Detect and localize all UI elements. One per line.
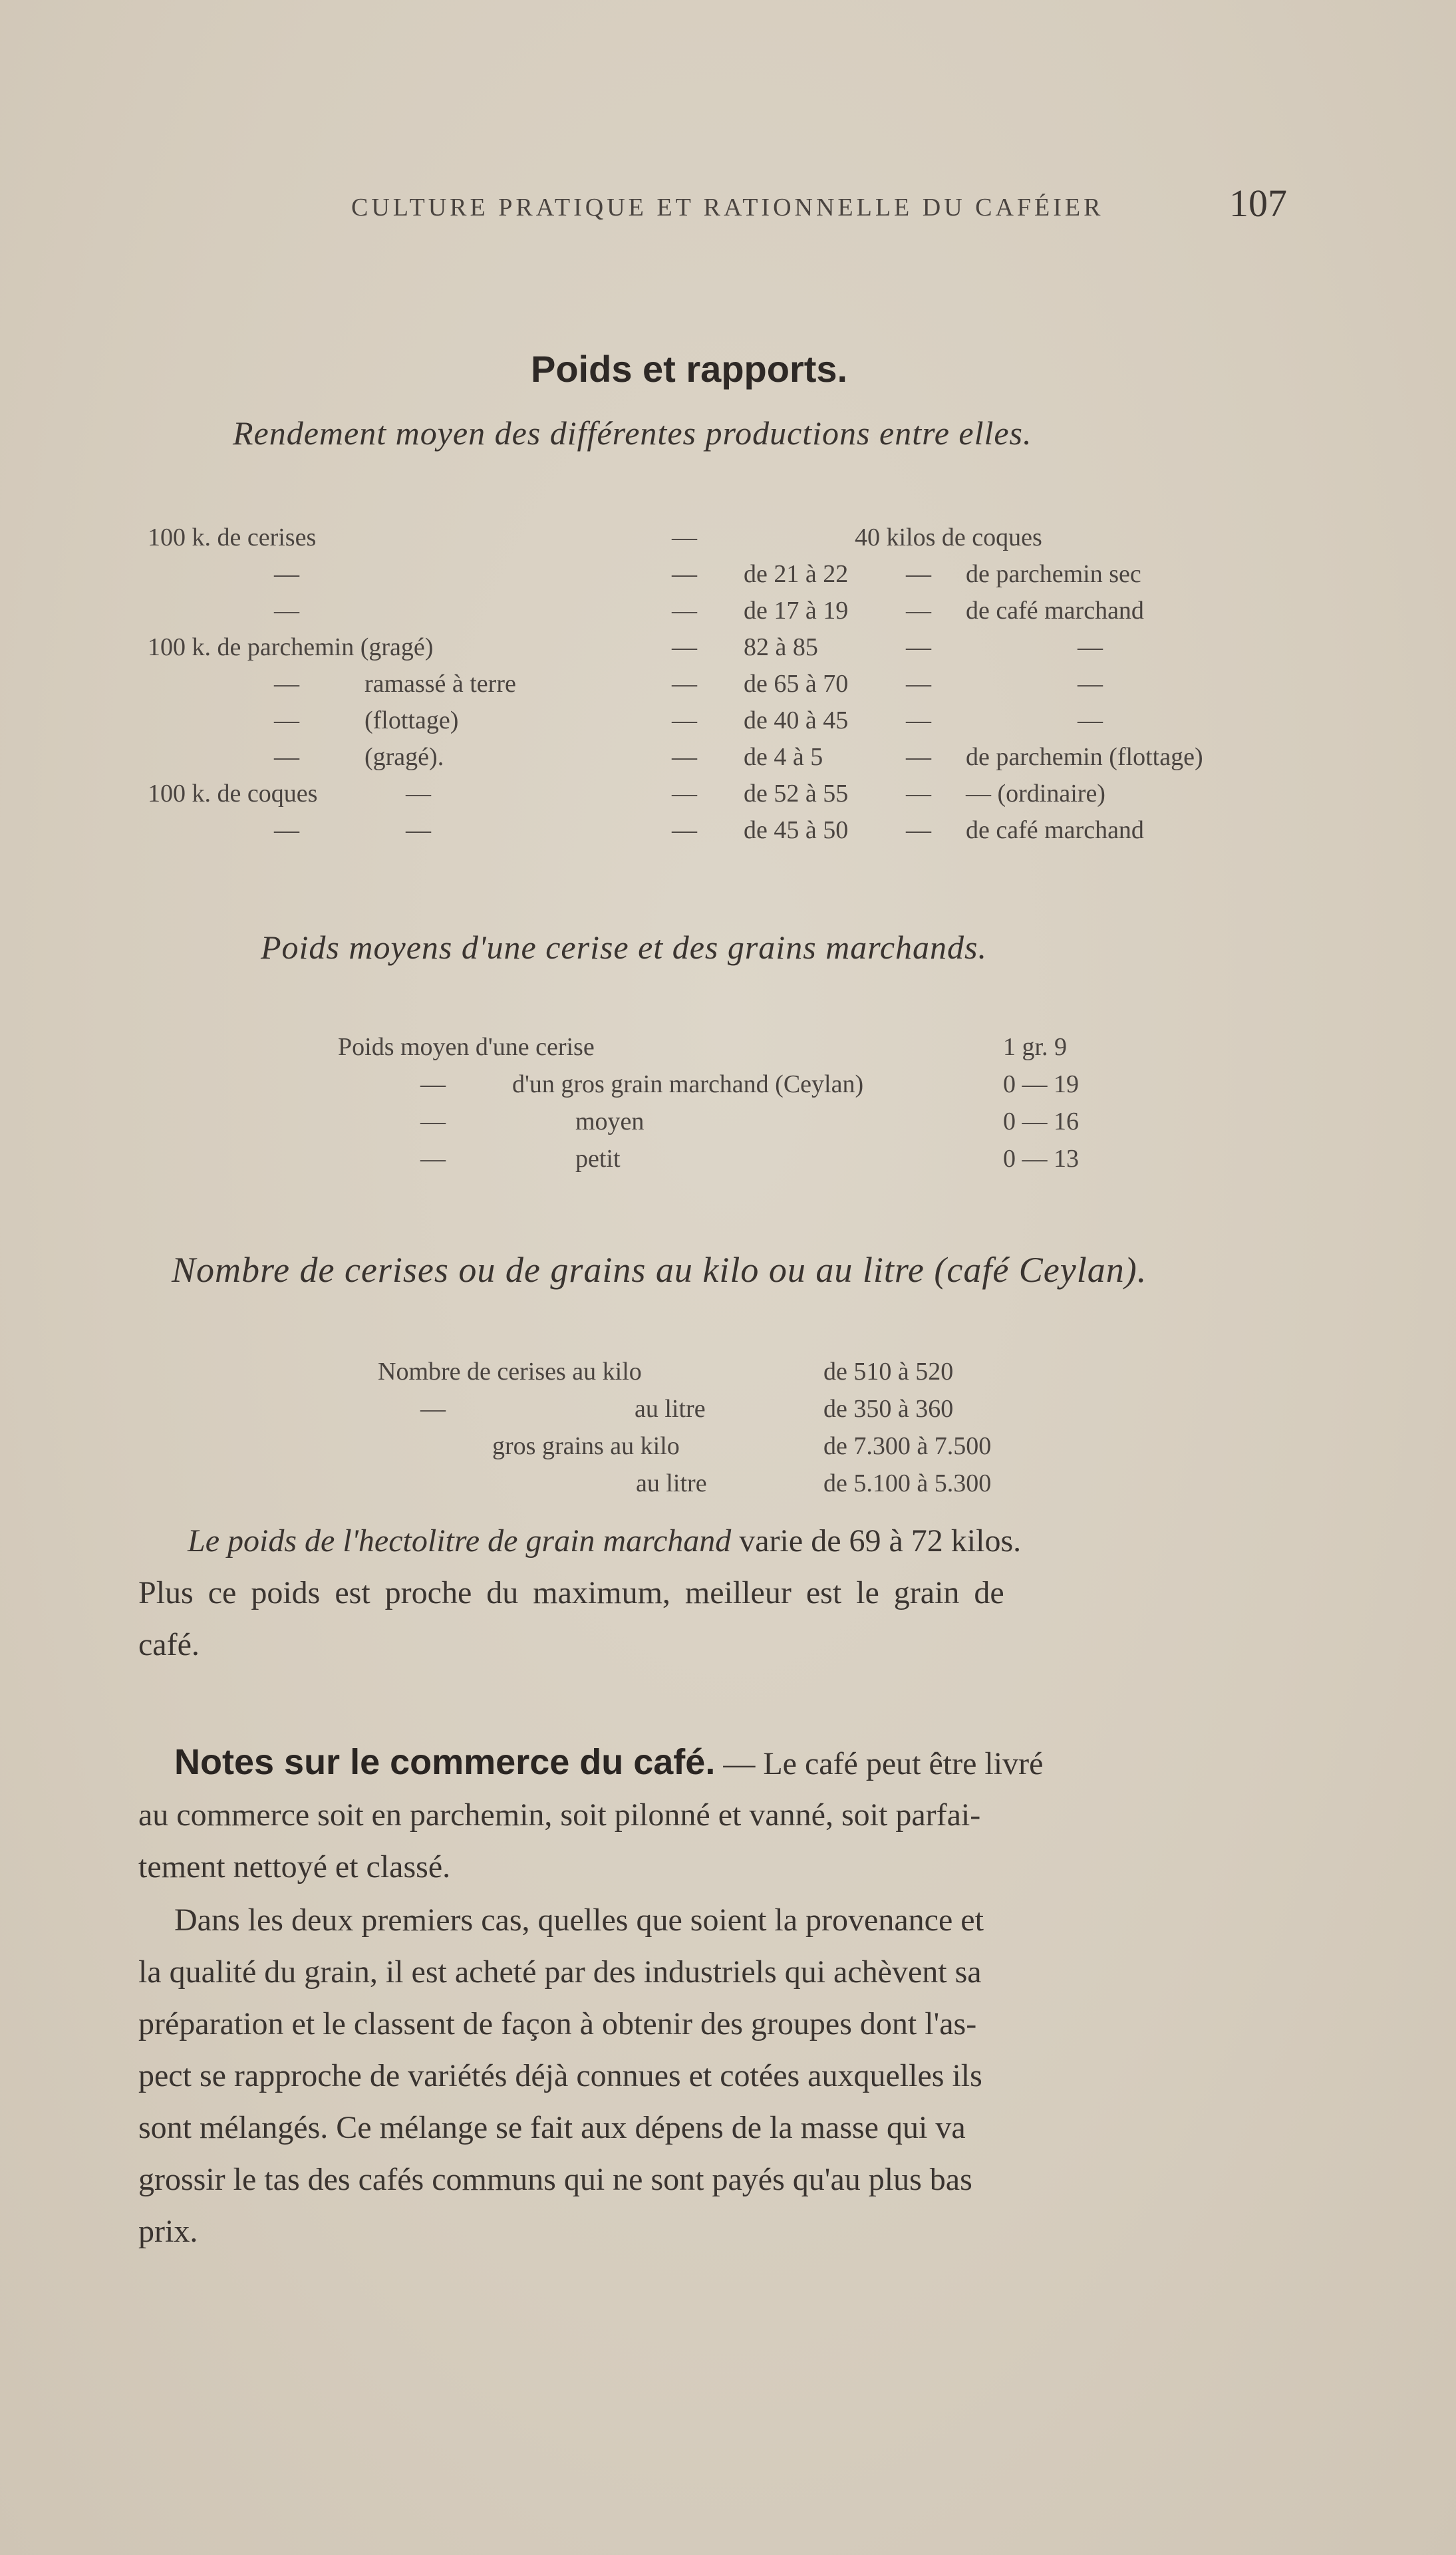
section-title-nombre: Nombre de cerises ou de grains au kilo ou au litre (café Ceylan). bbox=[172, 1250, 1147, 1290]
table-cell-label: Poids moyen d'une cerise bbox=[338, 1033, 595, 1061]
table-cell-item: 100 k. de cerises bbox=[148, 524, 317, 551]
table-cell-dash: — bbox=[906, 560, 931, 588]
notes-rest: — Le café peut être livré bbox=[723, 1746, 1044, 1781]
table-cell-qualifier: — bbox=[406, 780, 431, 808]
notes-line-2: au commerce soit en parchemin, soit pilonné et vanné, soit parfai- bbox=[138, 1797, 981, 1833]
table-cell-value: de 510 à 520 bbox=[823, 1358, 954, 1386]
hectolitre-line-1 bbox=[188, 1515, 1021, 1567]
table-cell-dash: — bbox=[672, 560, 697, 588]
table-cell-range: de 17 à 19 bbox=[744, 597, 849, 625]
paragraph-line: pect se rapproche de variétés déjà connues et cotées auxquelles ils bbox=[138, 2058, 982, 2093]
table-cell-qualifier: ramassé à terre bbox=[364, 670, 516, 698]
table-cell-value: de 5.100 à 5.300 bbox=[823, 1469, 992, 1497]
table-cell-value: de 7.300 à 7.500 bbox=[823, 1432, 992, 1460]
table-cell-item: — bbox=[274, 706, 299, 734]
table-cell-qualifier: (flottage) bbox=[364, 706, 459, 734]
paragraph-line: prix. bbox=[138, 2214, 198, 2249]
table-cell-product: de café marchand bbox=[966, 816, 1144, 844]
table-cell-dash: — bbox=[906, 780, 931, 808]
table-cell-label: petit bbox=[575, 1145, 621, 1173]
notes-line-1 bbox=[174, 1736, 1043, 1790]
table-cell-item: — bbox=[274, 560, 299, 588]
table-cell-dash: — bbox=[420, 1145, 446, 1173]
table-cell-product: de parchemin sec bbox=[966, 560, 1141, 588]
table-cell-dash: — bbox=[672, 743, 697, 771]
table-cell-range: de 65 à 70 bbox=[744, 670, 849, 698]
table-cell-range: de 21 à 22 bbox=[744, 560, 849, 588]
table-cell-dash: — bbox=[906, 597, 931, 625]
table-cell-product: — bbox=[1078, 706, 1103, 734]
running-head: CULTURE PRATIQUE ET RATIONNELLE DU CAFÉIER bbox=[351, 194, 1104, 222]
table-cell-value: 1 gr. 9 bbox=[1003, 1033, 1068, 1061]
table-cell-product: — bbox=[1078, 670, 1103, 698]
table-cell-range: 40 kilos de coques bbox=[855, 524, 1042, 551]
table-cell-product: — (ordinaire) bbox=[966, 780, 1105, 808]
section-title-poids-moyens: Poids moyens d'une cerise et des grains marchands. bbox=[261, 929, 988, 966]
table-cell-item: — bbox=[274, 670, 299, 698]
table-cell-dash: — bbox=[906, 706, 931, 734]
paragraph-line: sont mélangés. Ce mélange se fait aux dépens de la masse qui va bbox=[138, 2110, 966, 2145]
table-cell-dash: — bbox=[420, 1108, 446, 1135]
table-cell-qualifier: (gragé). bbox=[364, 743, 444, 771]
table-cell-qualifier: — bbox=[406, 816, 431, 844]
hectolitre-line-2: Plus ce poids est proche du maximum, meilleur est le grain de bbox=[138, 1575, 1004, 1610]
table-cell-dash: — bbox=[672, 706, 697, 734]
table-cell-label: au litre bbox=[636, 1469, 707, 1497]
table-cell-dash: — bbox=[906, 670, 931, 698]
table-cell-dash: — bbox=[672, 780, 697, 808]
table-cell-range: de 45 à 50 bbox=[744, 816, 849, 844]
table-cell-dash: — bbox=[672, 633, 697, 661]
table-cell-product: — bbox=[1078, 633, 1103, 661]
notes-title: Notes sur le commerce du café. bbox=[174, 1742, 716, 1782]
table-cell-value: de 350 à 360 bbox=[823, 1395, 954, 1423]
table-cell-range: de 52 à 55 bbox=[744, 780, 849, 808]
section-title-poids: Poids et rapports. bbox=[531, 348, 848, 390]
table-cell-range: 82 à 85 bbox=[744, 633, 818, 661]
paragraph-line: préparation et le classent de façon à obtenir des groupes dont l'as- bbox=[138, 2006, 977, 2041]
table-cell-product: de café marchand bbox=[966, 597, 1144, 625]
paragraph-line: grossir le tas des cafés communs qui ne sont payés qu'au plus bas bbox=[138, 2162, 972, 2197]
paragraph-line: Dans les deux premiers cas, quelles que soient la provenance et bbox=[174, 1902, 984, 1938]
notes-line-3: tement nettoyé et classé. bbox=[138, 1849, 451, 1884]
table-cell-item: 100 k. de coques bbox=[148, 780, 318, 808]
table-cell-dash: — bbox=[906, 633, 931, 661]
table-cell-dash: — bbox=[906, 816, 931, 844]
hectolitre-italic: Le poids de l'hectolitre de grain marchand bbox=[188, 1523, 732, 1559]
table-cell-value: 0 — 16 bbox=[1003, 1108, 1079, 1135]
table-cell-product: de parchemin (flottage) bbox=[966, 743, 1203, 771]
table-cell-dash: — bbox=[672, 597, 697, 625]
table-cell-label: d'un gros grain marchand (Ceylan) bbox=[512, 1070, 864, 1098]
table-cell-label: Nombre de cerises au kilo bbox=[378, 1358, 642, 1386]
table-cell-item: — bbox=[274, 743, 299, 771]
table-cell-label: moyen bbox=[575, 1108, 645, 1135]
table-cell-value: 0 — 19 bbox=[1003, 1070, 1079, 1098]
table-cell-item: 100 k. de parchemin (gragé) bbox=[148, 633, 434, 661]
paragraph-line: la qualité du grain, il est acheté par des industriels qui achèvent sa bbox=[138, 1954, 982, 1990]
table-cell-dash: — bbox=[906, 743, 931, 771]
table-cell-dash: — bbox=[672, 816, 697, 844]
page-number: 107 bbox=[1229, 182, 1287, 225]
table-cell-label: gros grains au kilo bbox=[492, 1432, 680, 1460]
table-cell-dash: — bbox=[420, 1070, 446, 1098]
table-cell-dash: — bbox=[420, 1395, 446, 1423]
table-cell-label: au litre bbox=[635, 1395, 706, 1423]
table-cell-dash: — bbox=[672, 670, 697, 698]
table-cell-item: — bbox=[274, 816, 299, 844]
section-subtitle-rendement: Rendement moyen des différentes productions entre elles. bbox=[233, 414, 1032, 452]
table-cell-range: de 40 à 45 bbox=[744, 706, 849, 734]
table-cell-dash: — bbox=[672, 524, 697, 551]
hectolitre-line-3: café. bbox=[138, 1627, 200, 1662]
table-cell-value: 0 — 13 bbox=[1003, 1145, 1079, 1173]
table-cell-item: — bbox=[274, 597, 299, 625]
hectolitre-rest: varie de 69 à 72 kilos. bbox=[739, 1523, 1022, 1559]
table-cell-range: de 4 à 5 bbox=[744, 743, 823, 771]
